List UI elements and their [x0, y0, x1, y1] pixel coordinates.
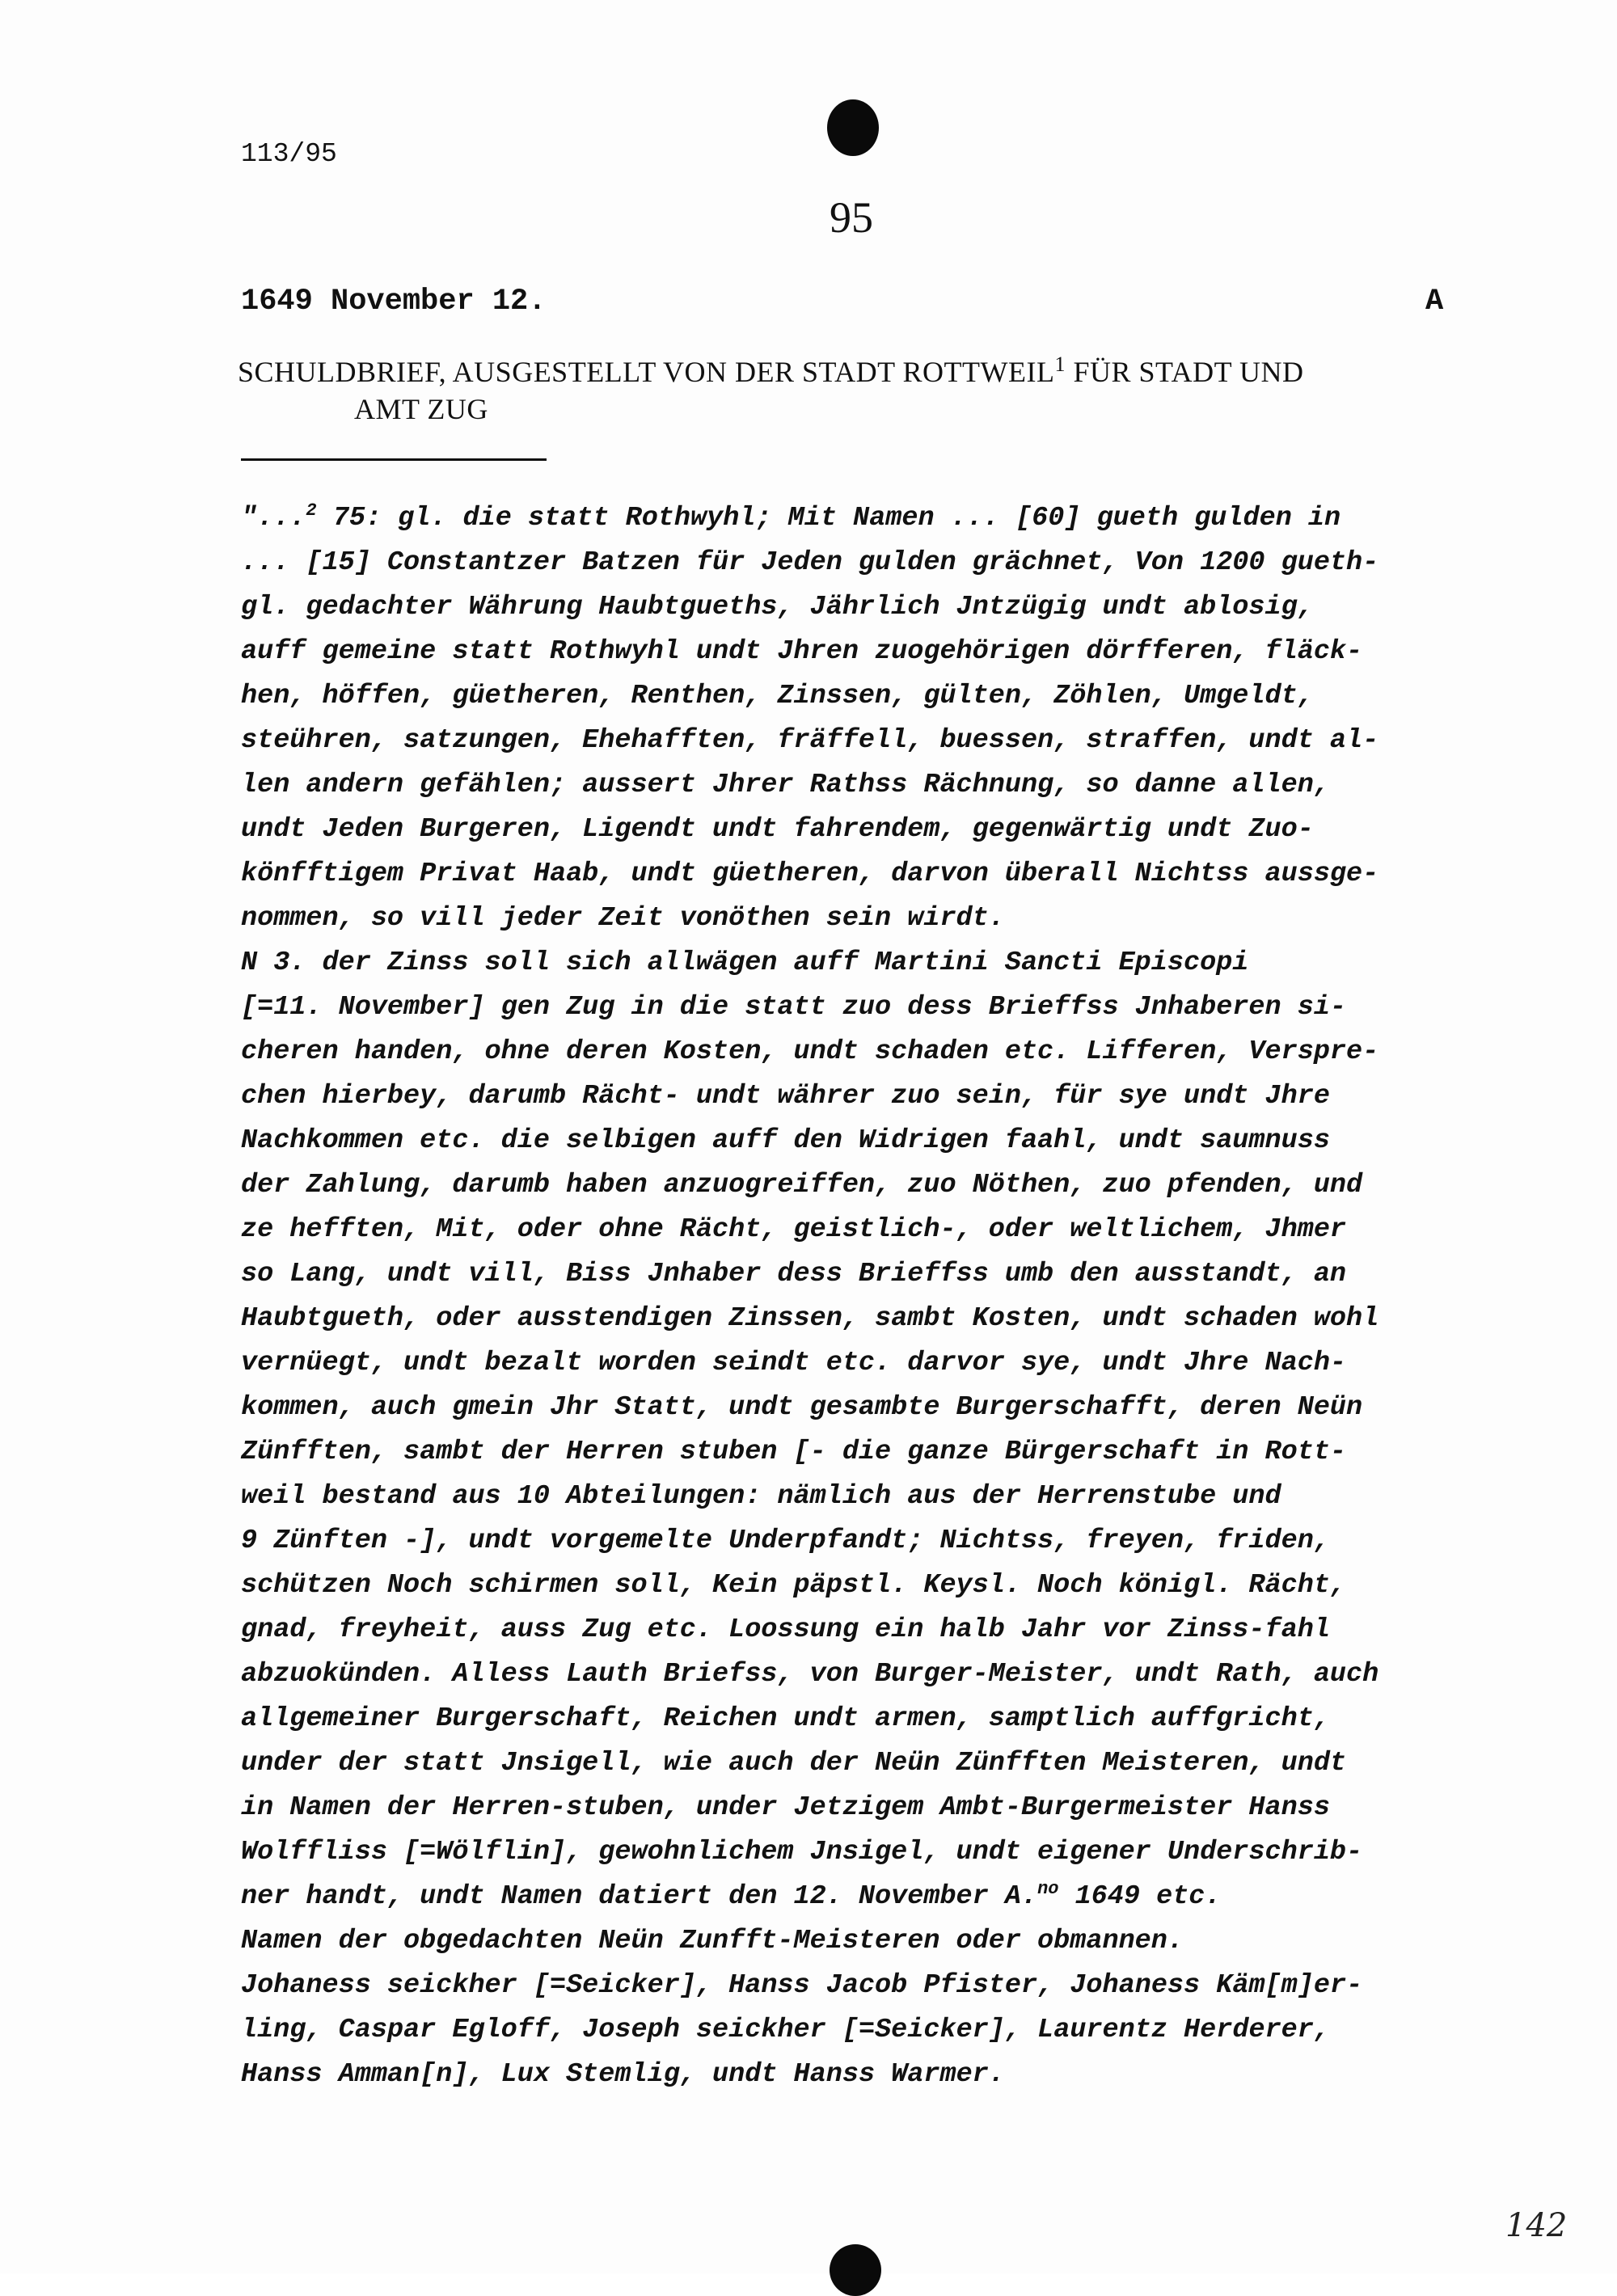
reference-number: 113/95	[241, 139, 337, 169]
body-line: ... [15] Constantzer Batzen für Jeden gulden grächnet, Von 1200 gueth-	[241, 547, 1379, 578]
body-line	[241, 2008, 1486, 2053]
surname: Pfister	[923, 1970, 1038, 2001]
body-line: so Lang, undt vill, Biss Jnhaber dess Brieffss umb den ausstandt, an	[241, 1259, 1347, 1289]
body-text: Johaness seickher [=	[241, 1970, 567, 2001]
body-line: in Namen der Herren-stuben, under Jetzigem Ambt-Burgermeister Hanss	[241, 1792, 1330, 1823]
body-line: nommen, so vill jeder Zeit vonöthen sein wirdt.	[241, 903, 1005, 934]
surname: Egloff	[452, 2015, 550, 2045]
body-line	[241, 1964, 1486, 2008]
body-line: allgemeiner Burgerschaft, Reichen undt armen, samptlich auffgricht,	[241, 1703, 1330, 1734]
body-line: weil bestand aus 10 Abteilungen: nämlich aus der Herrenstube und	[241, 1481, 1281, 1512]
body-line: Haubtgueth, oder ausstendigen Zinssen, sambt Kosten, undt schaden wohl	[241, 1303, 1379, 1334]
section-marker: A	[1425, 285, 1444, 319]
body-text: 1649 etc.	[1058, 1881, 1222, 1912]
surname: Warmer	[891, 2059, 989, 2090]
body-line: Zünfften, sambt der Herren stuben [- die ganze Bürgerschaft in Rott-	[241, 1437, 1347, 1467]
surname: ling	[241, 2015, 306, 2045]
body-text: , Joseph seickher [=	[549, 2015, 876, 2045]
body-text: 75: gl. die statt Rothwyhl; Mit Namen ... [60] gueth gulden in	[316, 503, 1341, 534]
surname: Seicker	[566, 1970, 680, 2001]
punch-hole-top	[827, 99, 879, 156]
body-text: ], Laurentz	[988, 2015, 1184, 2045]
surname: Stemlig	[566, 2059, 680, 2090]
body-line: Wolffliss [=Wölflin], gewohnlichem Jnsigel, undt eigener Underschrib-	[241, 1837, 1363, 1868]
body-line: steühren, satzungen, Ehehafften, fräffell, buessen, straffen, undt al-	[241, 725, 1379, 756]
title-line-2: AMT ZUG	[354, 393, 488, 425]
body-text: ner handt, undt Namen datiert den 12. November A.	[241, 1881, 1038, 1912]
body-line: cheren handen, ohne deren Kosten, undt schaden etc. Lifferen, Verspre-	[241, 1036, 1379, 1067]
body-text: ,	[1313, 2015, 1330, 2045]
body-line: gl. gedachter Währung Haubtgueths, Jährlich Jntzügig undt ablosig,	[241, 592, 1314, 623]
body-line: [=11. November] gen Zug in die statt zuo dess Brieffss Jnhaberen si-	[241, 992, 1347, 1023]
body-line: kommen, auch gmein Jhr Statt, undt gesambte Burgerschafft, deren Neün	[241, 1392, 1363, 1423]
body-line	[241, 2053, 1486, 2097]
body-line: abzuokünden. Alless Lauth Briefss, von Burger-Meister, undt Rath, auch	[241, 1659, 1379, 1690]
body-line: der Zahlung, darumb haben anzuogreiffen, zuo Nöthen, zuo pfenden, und	[241, 1170, 1363, 1201]
quote-open: "...	[241, 503, 306, 534]
body-line: Namen der obgedachten Neün Zunfft-Meisteren oder obmannen.	[241, 1926, 1184, 1956]
body-text: , Lux	[468, 2059, 567, 2090]
body-line: 9 Zünften -], undt vorgemelte Underpfandt; Nichtss, freyen, friden,	[241, 1526, 1330, 1556]
surname: Amman[n]	[338, 2059, 469, 2090]
title-line-1-end: FÜR STADT UND	[1065, 356, 1304, 388]
body-text: , Caspar	[306, 2015, 453, 2045]
body-line: ze hefften, Mit, oder ohne Rächt, geistlich-, oder weltlichem, Jhmer	[241, 1214, 1347, 1245]
document-body	[241, 496, 1486, 2097]
body-line: undt Jeden Burgeren, Ligendt undt fahrendem, gegenwärtig undt Zuo-	[241, 814, 1314, 845]
body-line: schützen Noch schirmen soll, Kein päpstl. Keysl. Noch königl. Rächt,	[241, 1570, 1347, 1601]
body-line: könfftigem Privat Haab, undt güetheren, darvon überall Nichtss aussge-	[241, 859, 1379, 889]
body-line	[241, 496, 1486, 541]
body-text: , undt Hanss	[679, 2059, 892, 2090]
body-line: len andern gefählen; aussert Jhrer Rathss Rächnung, so danne allen,	[241, 770, 1330, 800]
punch-hole-bottom	[830, 2244, 881, 2296]
body-text: Hanss	[241, 2059, 339, 2090]
title-footnote-mark: 1	[1054, 352, 1066, 376]
surname: Herderer	[1184, 2015, 1314, 2045]
body-line	[241, 1875, 1486, 1919]
page-number: 95	[830, 193, 873, 242]
body-line: gnad, freyheit, auss Zug etc. Loossung ein halb Jahr vor Zinss-fahl	[241, 1614, 1330, 1645]
body-line: under der statt Jnsigell, wie auch der Neün Zünfften Meisteren, undt	[241, 1748, 1347, 1779]
surname: Seicker	[875, 2015, 989, 2045]
document-title	[238, 346, 1467, 428]
title-divider	[241, 458, 547, 461]
body-line: Nachkommen etc. die selbigen auff den Widrigen faahl, undt saumnuss	[241, 1125, 1330, 1156]
body-line: chen hierbey, darumb Rächt- undt währer zuo sein, für sye undt Jhre	[241, 1081, 1330, 1112]
body-text: .	[988, 2059, 1005, 2090]
body-line: N 3. der Zinss soll sich allwägen auff Martini Sancti Episcopi	[241, 948, 1249, 978]
body-text: ], Hanss Jacob	[679, 1970, 924, 2001]
anno-superscript: no	[1037, 1878, 1059, 1899]
body-line: vernüegt, undt bezalt worden seindt etc. darvor sye, undt Jhre Nach-	[241, 1348, 1347, 1378]
handwritten-page-number: 142	[1505, 2207, 1568, 2244]
body-line: auff gemeine statt Rothwyhl undt Jhren zuogehörigen dörfferen, fläck-	[241, 636, 1363, 667]
footnote-mark: 2	[306, 500, 317, 521]
document-date: 1649 November 12.	[241, 285, 547, 319]
surname: Käm[m]er-	[1216, 1970, 1363, 2001]
title-line-1: SCHULDBRIEF, AUSGESTELLT VON DER STADT ROTTWEIL	[238, 356, 1055, 388]
body-text: , Johaness	[1037, 1970, 1217, 2001]
body-line: hen, höffen, güetheren, Renthen, Zinssen, gülten, Zöhlen, Umgeldt,	[241, 681, 1314, 711]
